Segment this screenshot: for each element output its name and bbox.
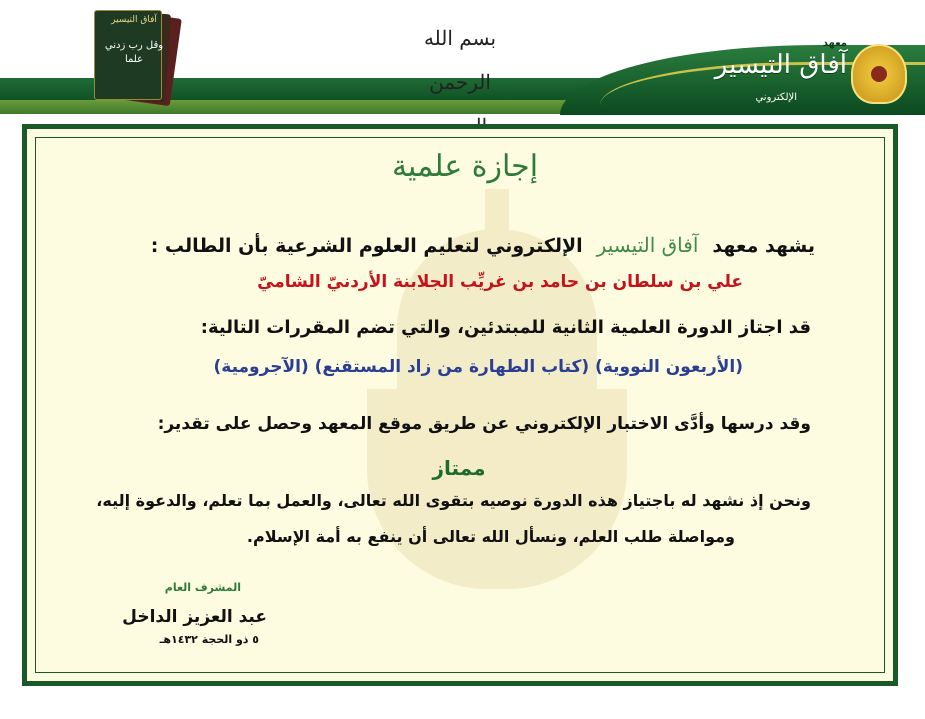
student-name: علي بن سلطان بن حامد بن غريِّب الجلابنة الأردنيّ الشاميّ [257, 272, 743, 292]
supervisor-name: عبد العزيز الداخل [122, 607, 267, 627]
closing-line-2: ومواصلة طلب العلم، ونسأل الله تعالى أن ينفع به أمة الإسلام. [246, 527, 735, 546]
certificate-frame [22, 124, 898, 686]
institute-logo [712, 38, 917, 110]
book-title: آفاق التيسير [111, 15, 157, 25]
books-graphic [88, 8, 188, 103]
grade: ممتاز [432, 456, 486, 480]
course-completion-line: قد اجتاز الدورة العلمية الثانية للمبتدئين، والتي تضم المقررات التالية: [200, 317, 811, 338]
certify-line: يشهد معهدآفاق التيسيرالإلكتروني لتعليم العلوم الشرعية بأن الطالب : [150, 233, 815, 257]
logo-prefix: معهد [822, 38, 847, 49]
book-icon [94, 10, 162, 100]
institute-name-calligraphy: آفاق التيسير [596, 233, 699, 257]
dome-emblem-icon [851, 44, 907, 104]
logo-suffix: الإلكتروني [755, 92, 797, 103]
bottom-margin [0, 686, 925, 719]
courses-list: (الأربعون النووية) (كتاب الطهارة من زاد المستقنع) (الآجرومية) [213, 357, 743, 377]
header-banner [0, 0, 925, 120]
book-verse: وقل رب زدني علما [104, 40, 164, 65]
basmala-calligraphy: بسم الله الرحمن [423, 26, 497, 94]
closing-line-1: ونحن إذ نشهد له باجتياز هذه الدورة نوصيه بتقوى الله تعالى، والعمل بما تعلم، والدعوة إليه، [96, 491, 811, 510]
certificate-date: ٥ ذو الحجة ١٤٣٢هـ [159, 633, 259, 646]
exam-line: وقد درسها وأدَّى الاختبار الإلكتروني عن طريق موقع المعهد وحصل على تقدير: [157, 414, 811, 434]
certificate-title: إجازة علمية [391, 149, 539, 184]
supervisor-label: المشرف العام [164, 581, 241, 594]
logo-name: آفاق التيسير [714, 50, 847, 80]
